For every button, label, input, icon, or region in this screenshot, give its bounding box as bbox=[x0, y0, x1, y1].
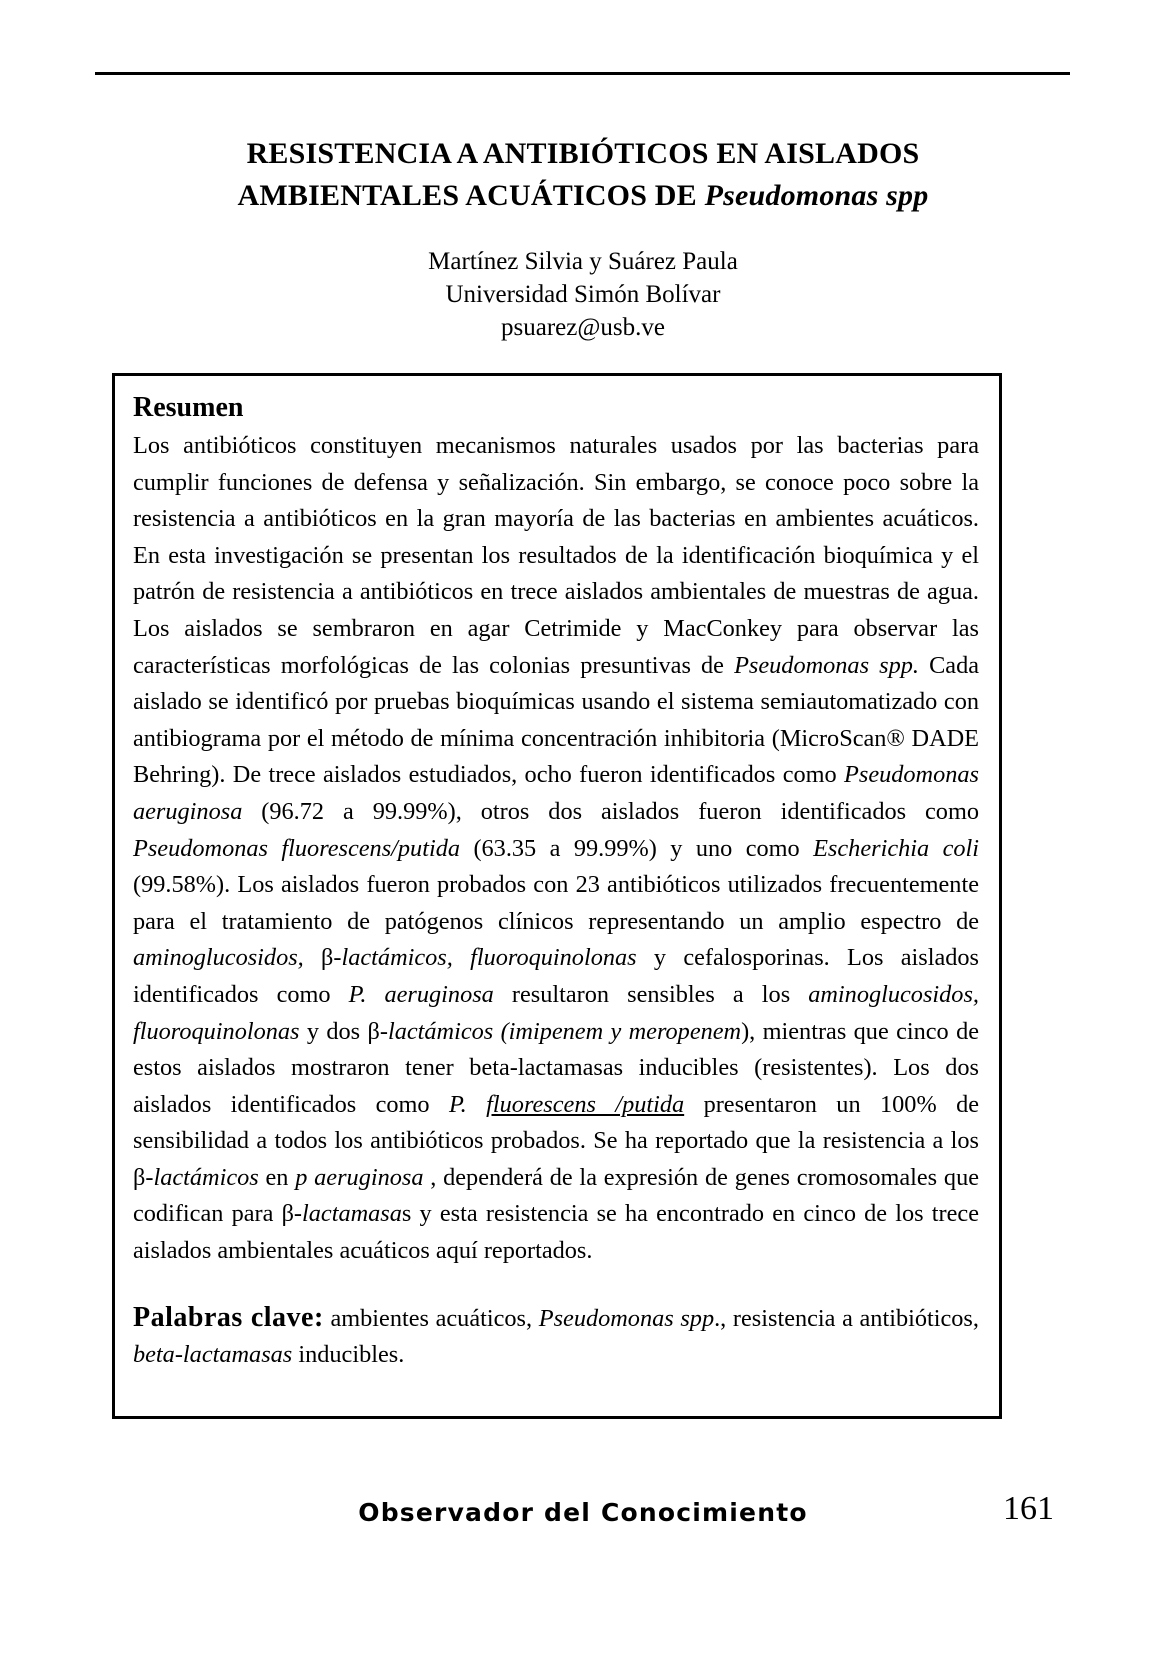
keywords-seg-3: , bbox=[972, 1304, 979, 1332]
journal-name: Observador del Conocimiento bbox=[358, 1498, 808, 1527]
abstract-species-10: P. bbox=[448, 1090, 467, 1118]
affiliation: Universidad Simón Bolívar bbox=[445, 281, 721, 308]
abstract-seg-11: presentaron un 100% de sensibilidad a todos los antibióticos probados. Se ha reportado que la resistencia a los β- bbox=[133, 1090, 980, 1191]
abstract-species-11-underlined: fluorescens /putida bbox=[486, 1090, 685, 1118]
abstract-seg-2: Cada aislado se identificó por pruebas bioquímicas usando el sistema semiautomatizado con antibiograma por el método de mínima concentración inhibitoria (MicroScan® DADE Behring). De trece aislados estudiados, ocho fueron identificados como bbox=[133, 651, 980, 789]
abstract-term-9: lactámicos (imipenem y meropenem bbox=[387, 1017, 742, 1045]
contact-email: psuarez@usb.ve bbox=[501, 314, 665, 341]
abstract-term-8: aminoglucosidos, fluoroquinolonas bbox=[133, 980, 979, 1045]
abstract-seg-13: , dependerá de la expresión de genes cromosomales que codifican para β- bbox=[133, 1163, 979, 1228]
abstract-seg-14: s y esta resistencia se ha encontrado en cinco de los trece aislados ambientales acuáticos aquí reportados. bbox=[133, 1200, 979, 1265]
abstract-species-2: Pseudomonas aeruginosa bbox=[133, 761, 979, 825]
title-line-1: RESISTENCIA A ANTIBIÓTICOS EN AISLADOS bbox=[246, 137, 920, 170]
abstract-space-10 bbox=[467, 1091, 486, 1118]
title-line-2-prefix: AMBIENTALES ACUÁTICOS DE bbox=[237, 179, 705, 212]
author-names: Martínez Silvia y Suárez Paula bbox=[428, 248, 738, 275]
abstract-species-7: P. aeruginosa bbox=[348, 980, 494, 1008]
abstract-term-6: lactámicos, fluoroquinolonas bbox=[341, 944, 637, 972]
page-number: 161 bbox=[1003, 1490, 1054, 1527]
abstract-species-1: Pseudomonas spp. bbox=[734, 651, 919, 679]
abstract-box bbox=[112, 373, 1002, 1419]
keywords-label: Palabras clave: bbox=[133, 1301, 324, 1333]
abstract-seg-9: y dos β- bbox=[299, 1017, 388, 1045]
abstract-seg-3: (96.72 a 99.99%), otros dos aislados fueron identificados como bbox=[242, 797, 979, 825]
abstract-seg-12: en bbox=[258, 1163, 296, 1191]
abstract-paragraph bbox=[133, 428, 979, 1270]
keywords-seg-4: inducibles. bbox=[292, 1341, 405, 1369]
abstract-species-3: Pseudomonas fluorescens/putida bbox=[133, 834, 461, 862]
abstract-seg-8: resultaron sensibles a los bbox=[493, 980, 809, 1008]
abstract-seg-7: y cefalosporinas. Los aislados identificados como bbox=[133, 944, 979, 1008]
header-rule bbox=[95, 72, 1070, 75]
abstract-species-4: Escherichia coli bbox=[813, 834, 980, 862]
abstract-species-13: p aeruginosa bbox=[295, 1163, 424, 1191]
keywords-seg-2: ., resistencia a antibióticos bbox=[714, 1304, 973, 1332]
keywords-term: beta-lactamasas bbox=[133, 1341, 293, 1369]
page-footer bbox=[0, 1490, 1166, 1548]
abstract-seg-5: (99.58%). Los aislados fueron probados con 23 antibióticos utilizados frecuentemente para el tratamiento de patógenos clínicos representando un amplio espectro de bbox=[133, 871, 979, 935]
abstract-term-5: aminoglucosidos, bbox=[133, 944, 304, 972]
abstract-term-14: lactamasa bbox=[302, 1200, 402, 1228]
abstract-heading: Resumen bbox=[133, 392, 244, 423]
keywords-paragraph bbox=[133, 1300, 979, 1374]
page-title bbox=[110, 133, 1056, 217]
abstract-seg-4: (63.35 a 99.99%) y uno como bbox=[460, 834, 814, 862]
abstract-term-12: lactámicos bbox=[153, 1163, 259, 1191]
keywords-seg-1: ambientes acuáticos, bbox=[323, 1304, 539, 1332]
title-species-name: Pseudomonas spp bbox=[704, 179, 929, 212]
authors-block bbox=[110, 245, 1056, 344]
abstract-seg-6: β- bbox=[303, 944, 342, 972]
abstract-seg-10: ), mientras que cinco de estos aislados mostraron tener beta-lactamasas inducibles (resistentes). Los dos aislados identificados como bbox=[133, 1017, 979, 1118]
title-line-2 bbox=[110, 175, 1056, 217]
abstract-seg-1: Los antibióticos constituyen mecanismos naturales usados por las bacterias para cumplir funciones de defensa y señalización. Sin embargo, se conoce poco sobre la resistencia a antibióticos en la gran mayoría de las bacterias en ambientes acuáticos. En esta investigación se presentan los resultados de la identificación bioquímica y el patrón de resistencia a antibióticos en trece aislados ambientales de muestras de agua. Los aislados se sembraron en agar Cetrimide y MacConkey para observar las características morfológicas de las colonias presuntivas de bbox=[133, 432, 979, 679]
keywords-species: Pseudomonas spp bbox=[538, 1304, 715, 1332]
